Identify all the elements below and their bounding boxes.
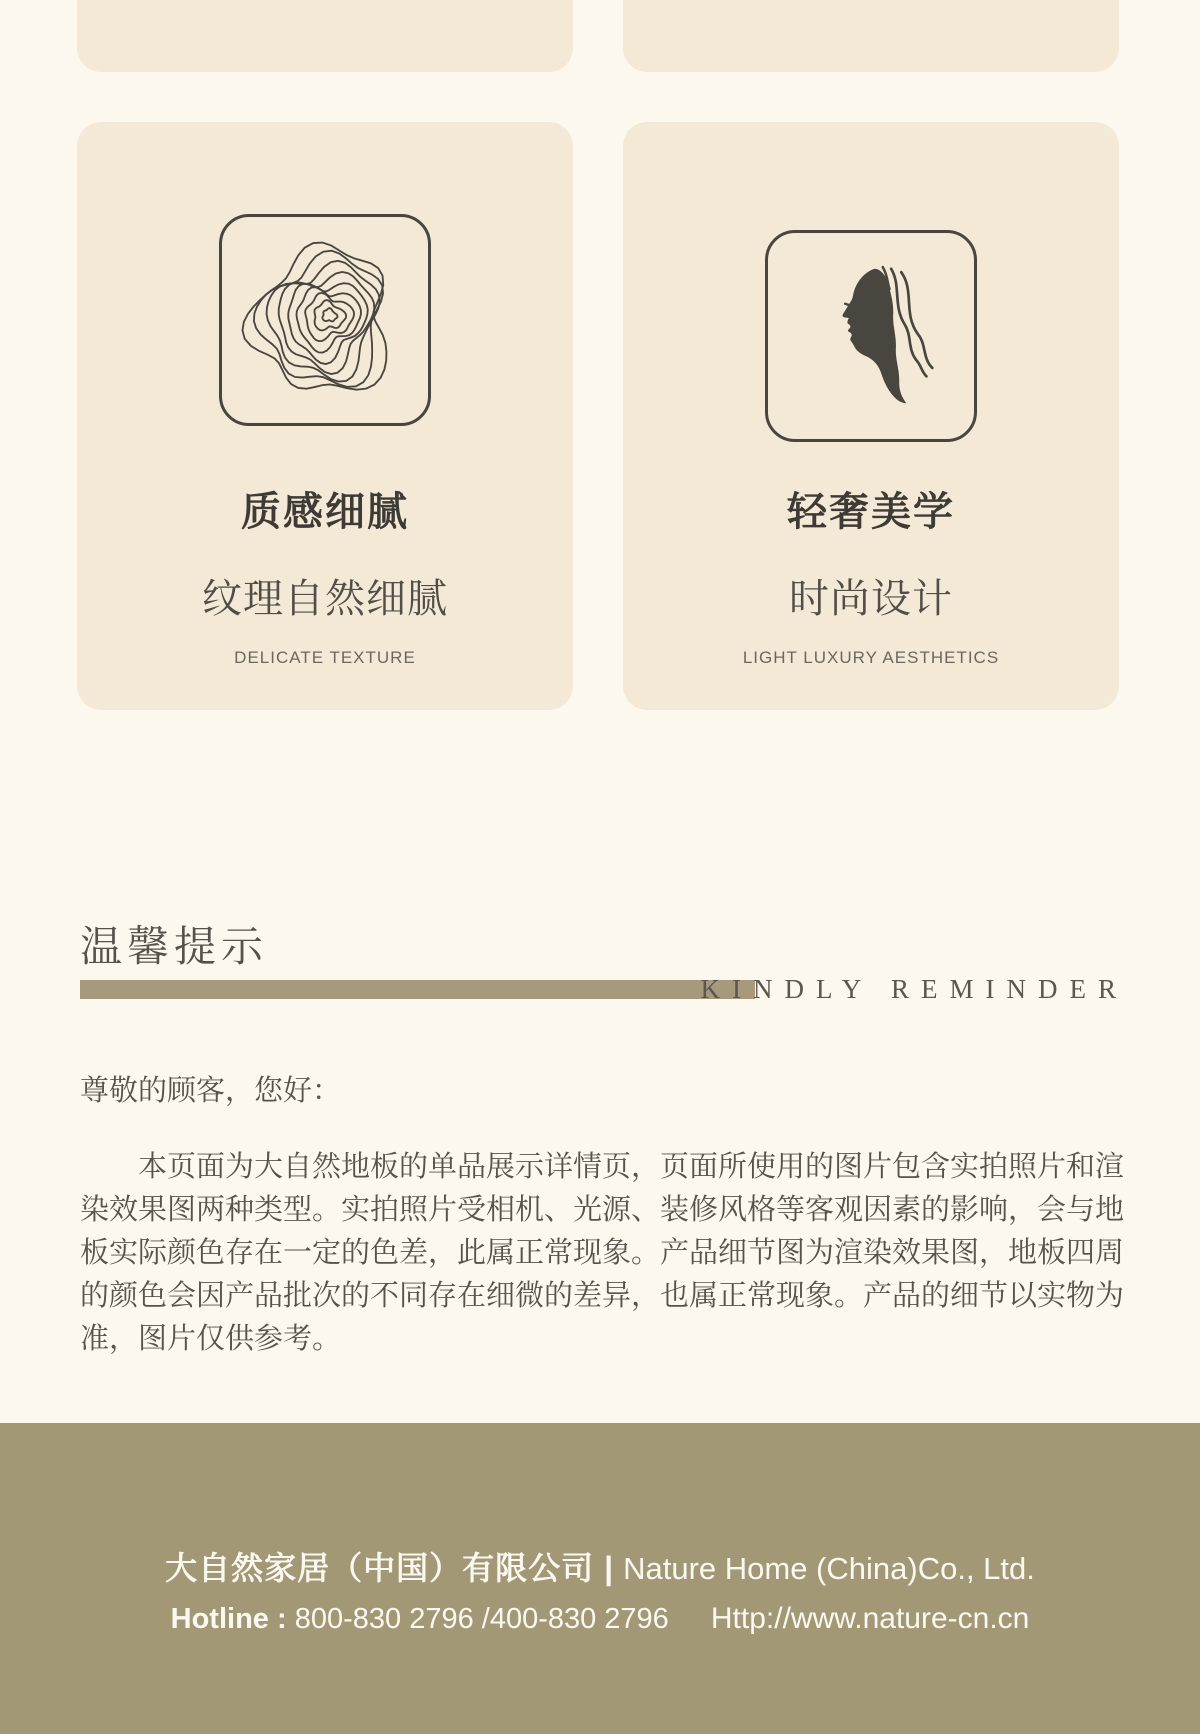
card-title: 质感细腻 — [241, 490, 409, 534]
company-line — [0, 1543, 1200, 1589]
card-caption: LIGHT LUXURY AESTHETICS — [742, 648, 1000, 667]
icon-frame — [765, 230, 977, 442]
wood-rings-icon — [237, 232, 413, 408]
icon-frame — [219, 214, 431, 426]
website-url: Http://www.nature-cn.cn — [710, 1602, 1030, 1635]
card-subtitle: 纹理自然细腻 — [202, 577, 448, 621]
woman-profile-icon — [787, 252, 955, 420]
hotline-label: Hotline : — [170, 1603, 287, 1635]
top-partial-card-right — [623, 0, 1119, 72]
feature-card-texture — [77, 122, 573, 710]
reminder-heading: 温馨提示 — [80, 923, 269, 970]
feature-card-aesthetics — [623, 122, 1119, 710]
top-partial-card-left — [77, 0, 573, 72]
reminder-bar — [80, 980, 755, 999]
contact-line — [0, 1602, 1200, 1636]
notice-paragraph: 本页面为大自然地板的单品展示详情页，页面所使用的图片包含实拍照片和渲染效果图两种类型。实拍照片受相机、光源、装修风格等客观因素的影响，会与地板实际颜色存在一定的色差，此属正常现象。产品细节图为渲染效果图，地板四周的颜色会因产品批次的不同存在细微的差异，也属正常现象。产品的细节以实物为准，图片仅供参考。 — [80, 1151, 1125, 1355]
footer — [0, 1423, 1200, 1734]
footer-divider: | — [604, 1550, 614, 1586]
greeting: 尊敬的顾客，您好： — [80, 1075, 342, 1107]
card-title: 轻奢美学 — [787, 490, 955, 534]
company-name-cn: 大自然家居（中国）有限公司 — [165, 1550, 595, 1586]
company-name-en: Nature Home (China)Co., Ltd. — [623, 1551, 1035, 1586]
card-caption: DELICATE TEXTURE — [234, 648, 416, 667]
card-subtitle: 时尚设计 — [789, 577, 953, 621]
hotline-numbers: 800-830 2796 /400-830 2796 — [294, 1603, 669, 1635]
reminder-heading-en: KINDLY REMINDER — [700, 974, 1128, 1004]
